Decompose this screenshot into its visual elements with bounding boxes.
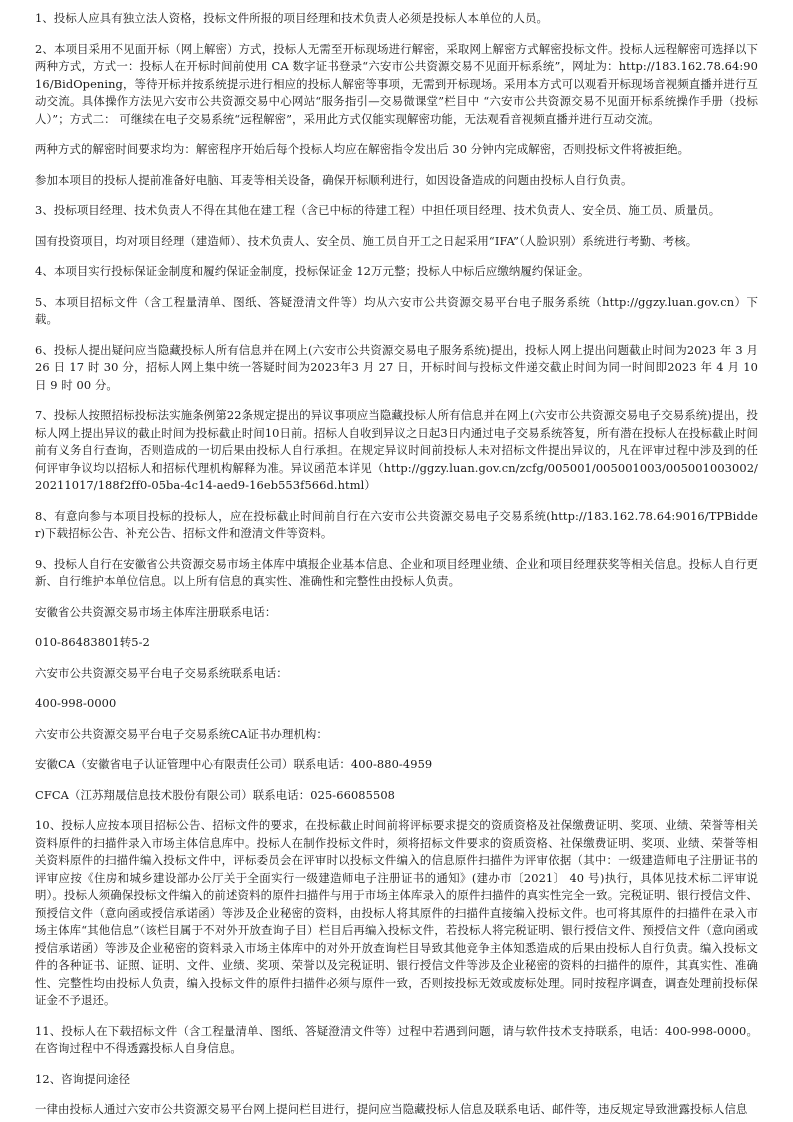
paragraph-12-heading: 12、咨询提问途径	[35, 1071, 131, 1086]
paragraph-2: 2、本项目采用不见面开标（网上解密）方式，投标人无需至开标现场进行解密，采取网上解密方式解密投标文件。投标人远程解密可选择以下两种方式，方式一：投标人在开标时间前使用 CA 数字证书登录“六安市公共资源交易不见面开标系统”，网址为：http://183.162.78.64:9016/BidOpening，等待开标并按系统提示进行相应的投标人解密等事项，无需到开标现场。采用本方式可以观看开标现场音视频直播并进行互动交流。具体操作方法见六安市公共资源交易中心网站“服务指引—交易微课堂”栏目中 “六安市公共资源交易不见面开标系统操作手册（投标人）”；方式二： 可继续在电子交易系统“远程解密”，采用此方式仅能实现解密功能，无法观看音视频直播并进行互动交流。	[35, 41, 758, 126]
contact-cfca: CFCA（江苏翔晟信息技术股份有限公司）联系电话：025-66085508	[35, 787, 396, 802]
contact-phone-registry: 010-86483801转5-2	[35, 635, 150, 649]
contact-label-ca: 六安市公共资源交易平台电子交易系统CA证书办理机构：	[35, 726, 328, 741]
contact-label-registry: 安徽省公共资源交易市场主体库注册联系电话：	[35, 604, 277, 619]
paragraph-3: 3、投标项目经理、技术负责人不得在其他在建工程（含已中标的待建工程）中担任项目经理、技术负责人、安全员、施工员、质量员。	[35, 203, 721, 217]
paragraph-10: 10、投标人应按本项目招标公告、招标文件的要求，在投标截止时间前将评标要求提交的资质资格及社保缴费证明、奖项、业绩、荣誉等相关资料原件的扫描件录入市场主体信息库中。投标人在制作投标文件时，须将招标文件要求的资质资格、社保缴费证明、奖项、业绩、荣誉等相关资料原件的扫描件编入投标文件中，评标委员会在评审时以投标文件编入的信息原件扫描件为评审依据（其中：一级建造师电子注册证书的评审应按《住房和城乡建设部办公厅关于全面实行一级建造师电子注册证书的通知》(建办市〔2021〕 40 号)执行，具体见技术标二评审说明）。投标人须确保投标文件编入的前述资料的原件扫描件与用于市场主体库录入的原件扫描件的真实性完全一致。完税证明、银行授信文件、预授信文件（意向函或授信承诺函）等涉及企业秘密的资料，由投标人将其原件的扫描件直接编入投标文件。也可将其原件的扫描件在录入市场主体库“其他信息”（该栏目属于不对外开放查询子目）栏目后再编入投标文件，若投标人将完税证明、银行授信文件、预授信文件（意向函或授信承诺函）等涉及企业秘密的资料录入市场主体库中的对外开放查询栏目导致其他竞争主体知悉造成的后果由投标人自行负责。编入投标文件的各种证书、证照、证明、文件、业绩、奖项、荣誉以及完税证明、银行授信文件等涉及企业秘密的资料的扫描件的原件，其真实性、准确性、完整性均由投标人负责，编入投标文件的原件扫描件必须与原件一致，否则按投标无效或废标处理。同时按程序调查，调查处理前投标保证金不予退还。	[35, 818, 758, 1007]
contact-anhui-ca: 安徽CA（安徽省电子认证管理中心有限责任公司）联系电话：400-880-4959	[35, 757, 433, 771]
paragraph-6: 6、投标人提出疑问应当隐藏投标人所有信息并在网上(六安市公共资源交易电子服务系统)提出，投标人网上提出问题截止时间为2023 年 3 月 26 日 17 时 30 分，招标人网上集中统一答疑时间为2023年3 月 27 日，开标时间与投标文件递交截止时间为同一时间即2023 年 4 月 10 日 9 时 00 分。	[35, 342, 758, 392]
paragraph-1: 1、投标人应具有独立法人资格，投标文件所报的项目经理和技术负责人必须是投标人本单位的人员。	[35, 11, 548, 25]
contact-label-trading-system: 六安市公共资源交易平台电子交易系统联系电话：	[35, 665, 288, 680]
paragraph-decrypt-time: 两种方式的解密时间要求均为：解密程序开始后每个投标人均应在解密指令发出后 30 分钟内完成解密，否则投标文件将被拒绝。	[35, 142, 690, 156]
paragraph-7: 7、投标人按照招标投标法实施条例第22条规定提出的异议事项应当隐藏投标人所有信息并在网上(六安市公共资源交易电子交易系统)提出，投标人网上提出异议的截止时间为投标截止时间10日前。招标人自收到异议之日起3日内通过电子交易系统答复，所有潜在投标人在投标截止时间前有义务自行查询，否则造成的一切后果由投标人自行承担。在规定异议时间前投标人未对招标文件提出异议的，凡在评审过程中涉及到的任何评审争议均以招标人和招标代理机构解释为准。异议函范本详见（http://ggzy.luan.gov.cn/zcfg/005001/005001003/005001003002/20211017/188f2ff0-05ba-4c14-aed9-16eb553f566d.html）	[35, 408, 758, 492]
paragraph-4: 4、本项目实行投标保证金制度和履约保证金制度，投标保证金 12万元整；投标人中标后应缴纳履约保证金。	[35, 264, 590, 278]
paragraph-ifa: 国有投资项目，均对项目经理（建造师）、技术负责人、安全员、施工员自开工之日起采用“IFA”（人脸识别）系统进行考勤、考核。	[35, 233, 698, 248]
contact-phone-trading-system: 400-998-0000	[35, 696, 117, 710]
paragraph-9: 9、投标人自行在安徽省公共资源交易市场主体库中填报企业基本信息、企业和项目经理业绩、企业和项目经理获奖等相关信息。投标人自行更新、自行维护本单位信息。以上所有信息的真实性、准确性和完整性由投标人负责。	[35, 556, 758, 588]
paragraph-11: 11、投标人在下载招标文件（含工程量清单、图纸、答疑澄清文件等）过程中若遇到问题，请与软件技术支持联系，电话：400-998-0000。在咨询过程中不得透露投标人自身信息。	[35, 1023, 758, 1055]
paragraph-5: 5、本项目招标文件（含工程量清单、图纸、答疑澄清文件等）均从六安市公共资源交易平台电子服务系统（http://ggzy.luan.gov.cn）下载。	[35, 294, 758, 326]
paragraph-equipment: 参加本项目的投标人提前准备好电脑、耳麦等相关设备，确保开标顺利进行，如因设备造成的问题由投标人自行负责。	[35, 172, 633, 187]
paragraph-12-body: 一律由投标人通过六安市公共资源交易平台网上提问栏目进行，提问应当隐藏投标人信息及联系电话、邮件等，违反规定导致泄露投标人信息	[35, 1102, 748, 1116]
paragraph-8: 8、有意向参与本项目投标的投标人，应在投标截止时间前自行在六安市公共资源交易电子交易系统(http://183.162.78.64:9016/TPBidder)下载招标公告、补充公告、招标文件和澄清文件等资料。	[35, 508, 758, 540]
document-body	[35, 10, 758, 1119]
